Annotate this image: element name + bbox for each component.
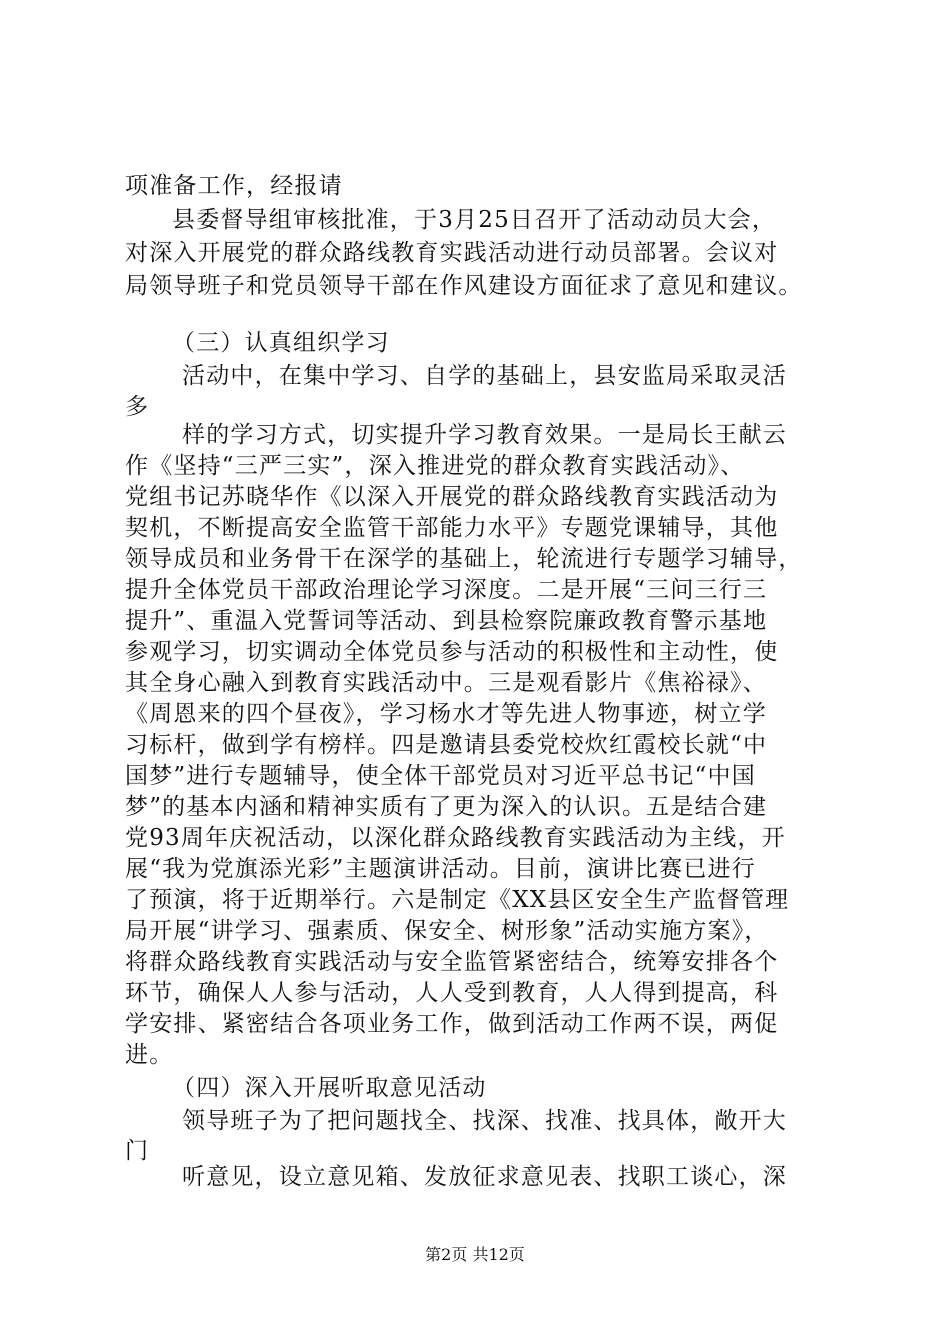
text-line: 门 — [125, 1138, 150, 1164]
text-line: 局开展“讲学习、强素质、保安全、树形象”活动实施方案》， — [125, 918, 769, 944]
text-line: 领导班子为了把问题找全、找深、找准、找具体，敞开大 — [182, 1108, 787, 1134]
text-line: 进。 — [125, 1042, 174, 1068]
text-line: 作《坚持“三严三实”，深入推进党的群众教育实践活动》、 — [125, 453, 745, 479]
text-line: 领导成员和业务骨干在深学的基础上，轮流进行专题学习辅导， — [125, 546, 803, 572]
text-line: 党93周年庆祝活动，以深化群众路线教育实践活动为主线，开 — [125, 825, 786, 851]
text-line: 契机，不断提高安全监管干部能力水平》专题党课辅导，其他 — [125, 515, 779, 541]
section-heading: （四）深入开展听取意见活动 — [172, 1075, 487, 1101]
text-line: 项准备工作，经报请 — [125, 173, 343, 199]
text-line: 局领导班子和党员领导干部在作风建设方面征求了意见和建议。 — [125, 273, 803, 299]
section-heading: （三）认真组织学习 — [172, 330, 390, 356]
text-line: 县委督导组审核批准，于3月25日召开了活动动员大会， — [172, 207, 777, 233]
text-line: 学安排、紧密结合各项业务工作，做到活动工作两不误，两促 — [125, 1011, 779, 1037]
text-line: 参观学习，切实调动全体党员参与活动的积极性和主动性，使 — [125, 639, 779, 665]
text-line: 环节，确保人人参与活动，人人受到教育，人人得到提高，科 — [125, 980, 779, 1006]
text-line: 展“我为党旗添光彩”主题演讲活动。目前，演讲比赛已进行 — [125, 856, 756, 882]
text-line: 其全身心融入到教育实践活动中。三是观看影片《焦裕禄》、 — [125, 670, 767, 696]
text-line: 将群众路线教育实践活动与安全监管紧密结合，统筹安排各个 — [125, 949, 779, 975]
text-line: 听意见，设立意见箱、发放征求意见表、找职工谈心，深 — [182, 1164, 787, 1190]
text-line: 活动中，在集中学习、自学的基础上，县安监局采取灵活 — [182, 363, 787, 389]
text-line: 习标杆，做到学有榜样。四是邀请县委党校炊红霞校长就“中 — [125, 732, 768, 758]
text-line: 梦”的基本内涵和精神实质有了更为深入的认识。五是结合建 — [125, 794, 768, 820]
text-line: 对深入开展党的群众路线教育实践活动进行动员部署。会议对 — [125, 240, 779, 266]
text-line: 党组书记苏晓华作《以深入开展党的群众路线教育实践活动为 — [125, 484, 779, 510]
text-line: 《周恩来的四个昼夜》，学习杨水才等先进人物事迹，树立学 — [125, 701, 767, 727]
text-line: 样的学习方式，切实提升学习教育效果。一是局长王献云 — [182, 422, 787, 448]
page-number-footer: 第2页 共12页 — [425, 1245, 525, 1264]
text-line: 多 — [125, 394, 150, 420]
text-line: 国梦”进行专题辅导，使全体干部党员对习近平总书记“中国 — [125, 763, 756, 789]
text-line: 了预演，将于近期举行。六是制定《XX县区安全生产监督管理 — [125, 887, 790, 913]
text-line: 提升全体党员干部政治理论学习深度。二是开展“三问三行三 — [125, 577, 768, 603]
text-line: 提升”、重温入党誓词等活动、到县检察院廉政教育警示基地 — [125, 608, 768, 634]
